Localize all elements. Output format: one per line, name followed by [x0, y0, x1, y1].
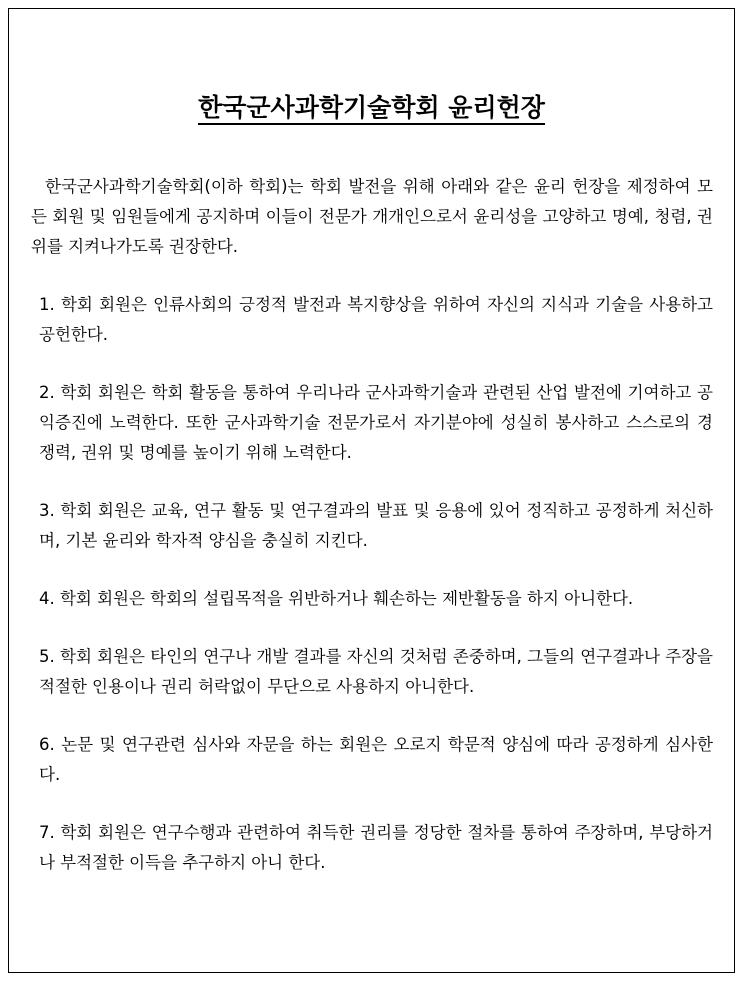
- charter-item-5: 5. 학회 회원은 타인의 연구나 개발 결과를 자신의 것처럼 존중하며, 그들의 연구결과나 주장을 적절한 인용이나 권리 허락없이 무단으로 사용하지 아니한다.: [39, 647, 713, 696]
- charter-item-2: 2. 학회 회원은 학회 활동을 통하여 우리나라 군사과학기술과 관련된 산업 발전에 기여하고 공익증진에 노력한다. 또한 군사과학기술 전문가로서 자기분야에 성실히 봉사하고 스스로의 경쟁력, 권위 및 명예를 높이기 위해 노력한다.: [39, 383, 713, 462]
- charter-item-1: 1. 학회 회원은 인류사회의 긍정적 발전과 복지향상을 위하여 자신의 지식과 기술을 사용하고 공헌한다.: [39, 295, 713, 344]
- document-title: [0, 88, 743, 128]
- charter-item-7: 7. 학회 회원은 연구수행과 관련하여 취득한 권리를 정당한 절차를 통하여 주장하며, 부당하거나 부적절한 이득을 추구하지 아니 한다.: [39, 823, 713, 872]
- charter-item-3: 3. 학회 회원은 교육, 연구 활동 및 연구결과의 발표 및 응용에 있어 정직하고 공정하게 처신하며, 기본 윤리와 학자적 양심을 충실히 지킨다.: [39, 501, 713, 550]
- document-title-text: 한국군사과학기술학회 윤리헌장: [198, 93, 545, 125]
- intro-paragraph: 한국군사과학기술학회(이하 학회)는 학회 발전을 위해 아래와 같은 윤리 헌장을 제정하여 모든 회원 및 임원들에게 공지하며 이들이 전문가 개개인으로서 윤리성을 고양하고 명예, 청렴, 권위를 지켜나가도록 권장한다.: [31, 177, 713, 256]
- document-body: [31, 172, 713, 906]
- charter-item-6: 6. 논문 및 연구관련 심사와 자문을 하는 회원은 오로지 학문적 양심에 따라 공정하게 심사한다.: [39, 735, 713, 784]
- charter-item-4: 4. 학회 회원은 학회의 설립목적을 위반하거나 훼손하는 제반활동을 하지 아니한다.: [39, 589, 634, 608]
